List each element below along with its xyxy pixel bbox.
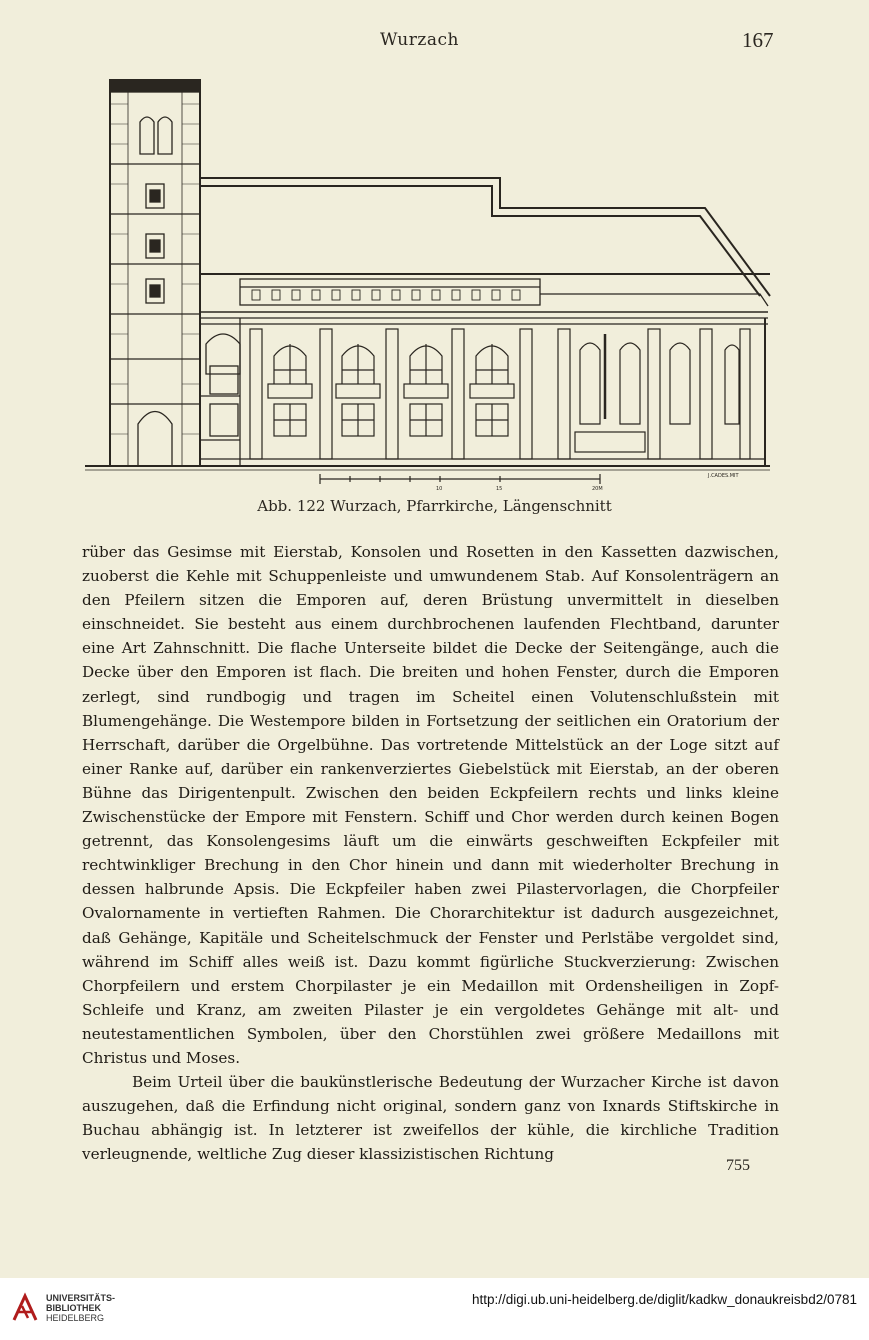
footer-bar [0,1278,869,1340]
church-section-drawing [80,74,780,494]
signature-mark: 755 [726,1157,750,1174]
roof [200,178,770,296]
nave [200,318,765,466]
university-library-logo-icon [10,1292,40,1324]
page-number: 167 [742,28,774,52]
scale-label-10: 10 [436,486,443,492]
paragraph-1: rüber das Gesimse mit Eierstab, Konsolen und Rosetten in den Kassetten dazwischen, zuoberst die Kehle mit Schuppenleiste und umwundenem Stab. Auf Konsolenträgern an den Pfeilern sitzen die Emporen auf, deren Brüstung unvermittelt in dieselben einschneidet. Sie besteht aus einem durchbrochenen laufenden Flechtband, darunter eine Art Zahnschnitt. Die flache Unterseite bildet die Decke der Seitengänge, auch die Decke über den Emporen ist flach. Die breiten und hohen Fenster, durch die Emporen zerlegt, sind rundbogig und tragen im Scheitel einen Volutenschlußstein mit Blumengehänge. Die Westempore bilden in Fortsetzung der seitlichen ein Oratorium der Herrschaft, darüber die Orgelbühne. Das vortretende Mittelstück an der Loge sitzt auf einer Ranke auf, darüber ein rankenverziertes Giebelstück mit Eierstab, an der oberen Bühne das Dirigentenpult. Zwischen den beiden Eckpfeilern rechts und links kleine Zwischenstücke der Empore mit Fenstern. Schiff und Chor werden durch keinen Bogen getrennt, das Konsolengesims läuft um die einwärts geschweiften Eckpfeiler mit rechtwinkliger Brechung in den Chor hinein und dann mit wiederholter Brechung in dessen halbrunde Apsis. Die Eckpfeiler haben zwei Pilastervorlagen, die Chorpfeiler Ovalornamente in vertieften Rahmen. Die Chorarchitektur ist dadurch ausgezeichnet, daß Gehänge, Kapitäle und Scheitelschmuck der Fenster und Perlstäbe vergoldet sind, während im Schiff alles weiß ist. Dazu kommt figürliche Stuckverzierung: Zwischen Chorpfeilern und erstem Chorpilaster je ein Medaillon mit Ordensheiligen in Zopf-Schleife und Kranz, am zweiten Pilaster je ein vergoldetes Gehänge mit alt- und neutestamentlichen Symbolen, über den Chorstühlen zwei größere Medaillons mit Christus und Moses. [82,543,779,1067]
scale-bar [320,474,600,484]
source-url-link[interactable]: http://digi.ub.uni-heidelberg.de/diglit/kadkw_donaukreisbd2/0781 [471,1292,857,1307]
body-text [82,540,779,1166]
scale-label-20m: 20M [592,486,603,492]
drafter-signature: J.CADES.MIT [708,473,739,479]
running-head [0,30,869,54]
running-head-title: Wurzach [380,30,459,50]
library-line-2: BIBLIOTHEK [46,1303,101,1313]
church-section-svg [80,74,780,494]
library-line-3: HEIDELBERG [46,1313,105,1323]
paragraph-2: Beim Urteil über die baukünstlerische Bedeutung der Wurzacher Kirche ist davon auszugehen, daß die Erfindung nicht original, sondern ganz von Ixnards Stiftskirche in Buchau abhängig ist. In letzterer ist zweifellos der kühle, die kirchliche Tradition verleugnende, weltliche Zug dieser klassizistischen Richtung [82,1073,779,1164]
library-name [46,1293,115,1323]
library-line-1: UNIVERSITÄTS- [46,1293,116,1303]
figure-caption: Abb. 122 Wurzach, Pfarrkirche, Längenschnitt [257,497,612,515]
scale-label-15: 15 [496,486,503,492]
attic-cornice [200,279,768,324]
tower [110,80,200,466]
